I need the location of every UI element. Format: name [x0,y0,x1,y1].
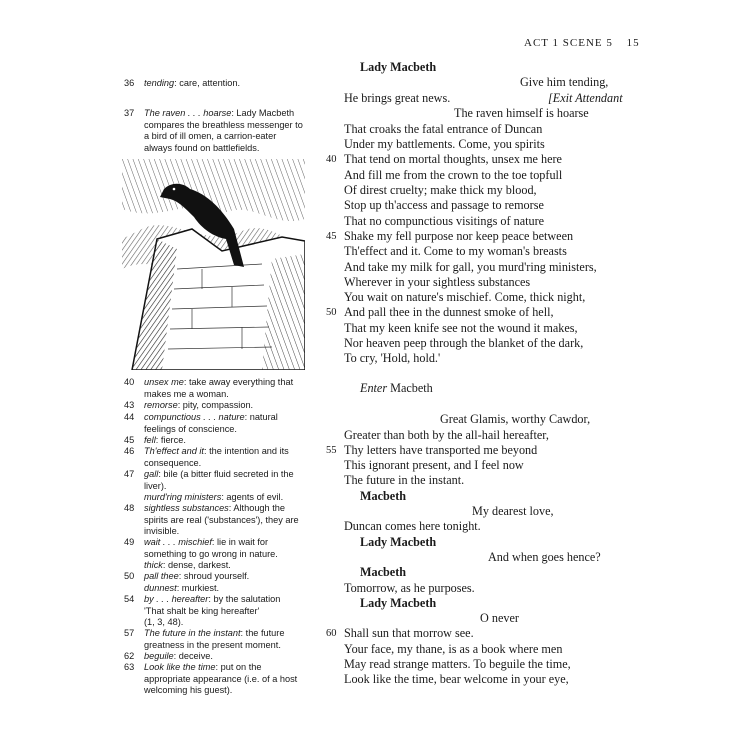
verse-line: Tomorrow, as he purposes. [344,581,475,595]
verse-line: My dearest love, [472,504,554,518]
raven-eye [173,188,176,191]
verse-line: May read strange matters. To beguile the time, [344,657,571,671]
verse-line: Your face, my thane, is as a book where men [344,642,563,656]
verse-line: And fill me from the crown to the toe topfull [344,168,563,182]
act-scene-label: ACT 1 SCENE 5 [524,37,613,49]
line-number: 60 [326,628,337,639]
verse-line: Stop up th'access and passage to remorse [344,198,544,212]
verse-line: That croaks the fatal entrance of Duncan [344,122,543,136]
verse-line: That no compunctious visitings of nature [344,214,545,228]
verse-line: Wherever in your sightless substances [344,275,531,289]
verse-line: The future in the instant. [344,473,465,487]
verse-line: Th'effect and it. Come to my woman's breasts [344,244,567,258]
raven-illustration [122,159,305,370]
speaker-macbeth: Macbeth [360,489,407,503]
verse-line: Give him tending, [520,75,609,89]
verse-line: That tend on mortal thoughts, unsex me here [344,152,562,166]
speaker-lady-macbeth: Lady Macbeth [360,535,437,549]
verse-line: That my keen knife see not the wound it makes, [344,321,578,335]
line-number: 45 [326,231,337,242]
verse-line: Nor heaven peep through the blanket of the dark, [344,336,584,350]
verse-line: You wait on nature's mischief. Come, thick night, [344,290,586,304]
verse-line: Under my battlements. Come, you spirits [344,137,545,151]
speaker-macbeth: Macbeth [360,565,407,579]
speaker-lady-macbeth: Lady Macbeth [360,60,437,74]
line-number: 40 [326,154,337,165]
speaker-lady-macbeth: Lady Macbeth [360,596,437,610]
verse-line: The raven himself is hoarse [454,106,589,120]
verse-line: And when goes hence? [488,550,601,564]
line-number: 50 [326,307,337,318]
verse-line: And take my milk for gall, you murd'ring ministers, [344,260,597,274]
verse-line: To cry, 'Hold, hold.' [344,351,441,365]
stage-direction-exit: [Exit Attendant [548,91,623,105]
running-head [524,37,640,49]
verse-line: O never [480,611,519,625]
verse-line: Shake my fell purpose nor keep peace between [344,229,574,243]
verse-line: Great Glamis, worthy Cawdor, [440,412,591,426]
verse-line: This ignorant present, and I feel now [344,458,524,472]
verse-line: Of direst cruelty; make thick my blood, [344,183,537,197]
verse-line: Thy letters have transported me beyond [344,443,538,457]
verse-line: Look like the time, bear welcome in your eye, [344,672,569,686]
page-number: 15 [626,37,640,49]
verse-line: And pall thee in the dunnest smoke of hell, [344,305,554,319]
verse-line: Duncan comes here tonight. [344,519,481,533]
verse-line: Shall sun that morrow see. [344,626,474,640]
verse-line: He brings great news. [344,91,451,105]
verse-line: Greater than both by the all-hail hereafter, [344,428,549,442]
stage-direction-enter: Enter Macbeth [360,381,433,395]
line-number: 55 [326,445,337,456]
